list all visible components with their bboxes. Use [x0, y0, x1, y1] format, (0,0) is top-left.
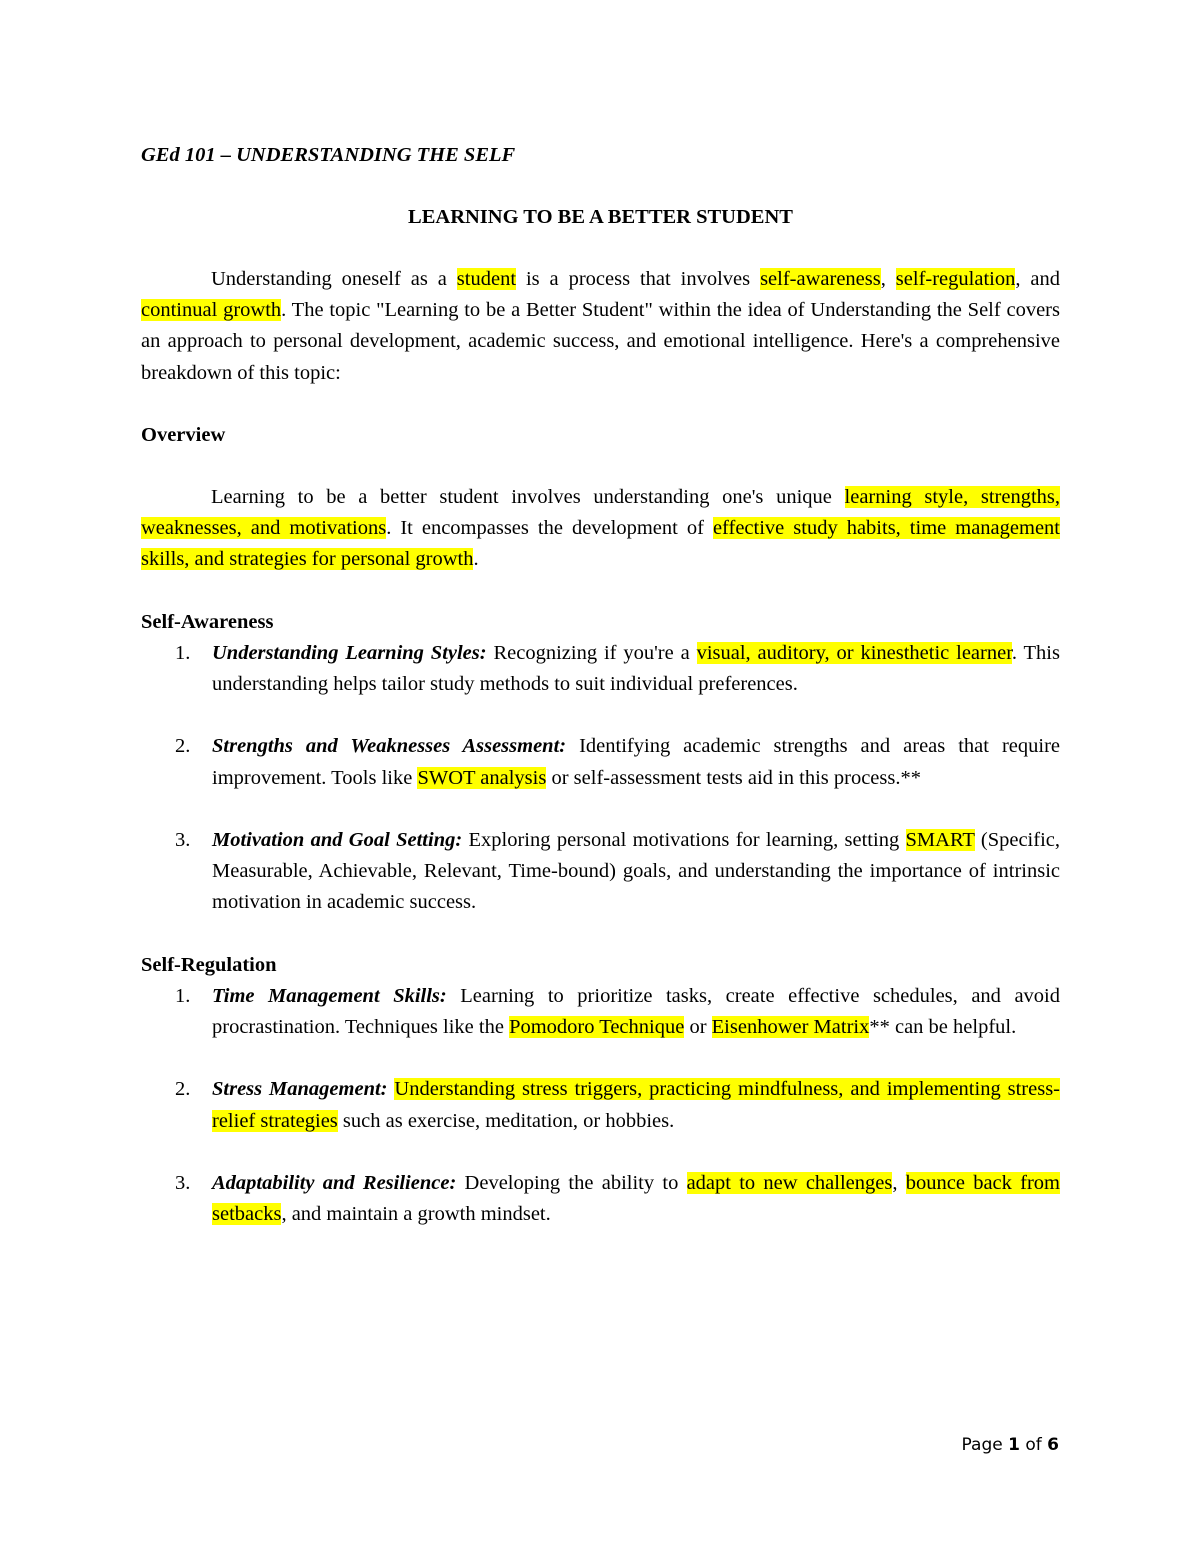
highlight-adapt: adapt to new challenges	[686, 1172, 893, 1195]
total-pages-number: 6	[1047, 1435, 1059, 1455]
self-regulation-list	[141, 981, 1060, 1231]
page-label: Page	[961, 1435, 1009, 1455]
list-text: . This understanding helps tailor study methods to suit individual preferences.	[212, 641, 1060, 696]
list-item	[141, 981, 1060, 1043]
list-text: ,	[892, 1172, 906, 1195]
list-term: Stress Management:	[212, 1078, 388, 1101]
page-content	[141, 140, 1060, 1230]
list-item	[141, 1168, 1060, 1230]
highlight-stress-strategies: Understanding stress triggers, practicing mindfulness, and implementing stress-relief strategies	[212, 1078, 1061, 1132]
intro-text-2: is a process that involves	[516, 268, 761, 290]
list-number: 2.	[175, 1078, 191, 1101]
course-title: GEd 101 – UNDERSTANDING THE SELF	[141, 144, 516, 166]
list-term: Strengths and Weaknesses Assessment:	[212, 735, 567, 758]
list-number: 3.	[175, 1172, 191, 1195]
intro-text-3: ,	[880, 268, 896, 290]
highlight-eisenhower: Eisenhower Matrix	[711, 1016, 870, 1039]
highlight-self-regulation: self-regulation	[895, 268, 1016, 290]
highlight-smart: SMART	[905, 829, 975, 852]
list-text: or	[684, 1016, 712, 1039]
list-text: , and maintain a growth mindset.	[281, 1203, 551, 1226]
highlight-bounce-back: bounce back from setbacks	[212, 1172, 1061, 1226]
highlight-learning-style: learning style, strengths, weaknesses, and motivations	[141, 486, 1061, 540]
page-footer	[962, 1432, 1059, 1458]
overview-paragraph	[141, 482, 1060, 576]
list-term: Motivation and Goal Setting:	[212, 829, 463, 852]
list-text: Identifying academic strengths and areas that require improvement. Tools like	[212, 735, 1060, 789]
list-text: Exploring personal motivations for learning, setting	[462, 829, 906, 852]
list-item	[141, 825, 1060, 919]
list-text: or self-assessment tests aid in this process.**	[546, 766, 921, 789]
intro-text-1: Understanding oneself as a	[211, 268, 457, 290]
list-text: Recognizing if you're a	[486, 641, 697, 664]
list-item	[141, 1074, 1060, 1136]
list-text: Learning to prioritize tasks, create effective schedules, and avoid procrastination. Techniques like the	[212, 984, 1060, 1039]
list-number: 1.	[175, 984, 191, 1007]
of-label: of	[1019, 1435, 1048, 1455]
list-text: (Specific, Measurable, Achievable, Relevant, Time-bound) goals, and understanding the importance of intrinsic motivation in academic success.	[212, 829, 1060, 914]
list-term: Time Management Skills:	[212, 984, 447, 1007]
overview-text-3: .	[473, 548, 479, 571]
highlight-study-habits: effective study habits, time management skills, and strategies for personal growth	[141, 517, 1060, 571]
list-number: 2.	[175, 735, 191, 758]
list-number: 3.	[175, 829, 191, 852]
intro-text-4: , and	[1015, 268, 1060, 290]
list-term: Adaptability and Resilience:	[212, 1172, 457, 1195]
highlight-learner-types: visual, auditory, or kinesthetic learner	[696, 641, 1012, 664]
document-title: LEARNING TO BE A BETTER STUDENT	[408, 206, 793, 228]
current-page-number: 1	[1008, 1435, 1020, 1455]
self-awareness-heading: Self-Awareness	[141, 610, 274, 633]
self-awareness-list	[141, 638, 1060, 919]
highlight-pomodoro: Pomodoro Technique	[509, 1016, 685, 1039]
highlight-self-awareness: self-awareness	[760, 268, 881, 290]
overview-text-1: Learning to be a better student involves understanding one's unique	[211, 486, 845, 509]
highlight-continual-growth: continual growth	[141, 299, 282, 322]
list-item	[141, 731, 1060, 793]
overview-text-2: . It encompasses the development of	[386, 517, 713, 540]
intro-paragraph	[141, 264, 1060, 389]
list-number: 1.	[175, 641, 191, 664]
self-regulation-heading: Self-Regulation	[141, 953, 277, 976]
list-text: such as exercise, meditation, or hobbies.	[337, 1109, 675, 1132]
list-text: ** can be helpful.	[869, 1016, 1017, 1039]
intro-text-5: . The topic "Learning to be a Better Student" within the idea of Understanding the Self covers an approach to personal development, academic success, and emotional intelligence. Here's a comprehensive breakdown of this topic:	[141, 299, 1060, 384]
overview-heading: Overview	[141, 423, 226, 446]
list-text: Developing the ability to	[456, 1172, 687, 1195]
highlight-student: student	[456, 268, 517, 290]
highlight-swot: SWOT analysis	[417, 766, 547, 789]
list-term: Understanding Learning Styles:	[212, 641, 487, 664]
list-item	[141, 638, 1060, 700]
